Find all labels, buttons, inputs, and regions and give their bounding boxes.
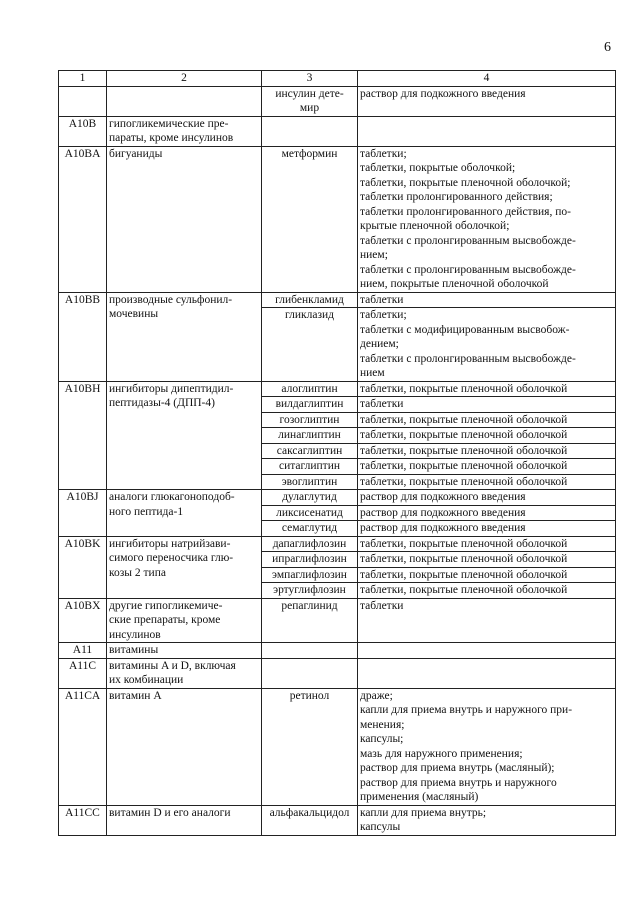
drug-name-cell	[262, 643, 358, 659]
text-line: мазь для наружного применения;	[360, 747, 523, 760]
text-line: капли для приема внутрь и наружного при-	[360, 704, 573, 716]
drug-name-cell	[262, 567, 358, 583]
text-line: дулаглутид	[282, 491, 337, 503]
dosage-form-cell	[358, 381, 616, 397]
text-line: вилдаглиптин	[275, 398, 344, 410]
atc-code-cell: A10BA	[59, 146, 107, 292]
column-header-4: 4	[358, 71, 616, 87]
dosage-form-cell	[358, 805, 616, 835]
text-line: производные сульфонил-	[109, 293, 233, 306]
text-line: таблетки, покрытые оболочкой;	[360, 162, 516, 174]
text-line: гозоглиптин	[279, 413, 340, 426]
text-line: раствор для подкожного введения	[360, 506, 526, 519]
text-line: таблетки;	[360, 147, 407, 160]
dosage-form-cell	[358, 552, 616, 568]
table-row	[59, 536, 616, 552]
text-line: алоглиптин	[281, 382, 338, 395]
text-line: таблетки	[360, 293, 404, 306]
table-row	[59, 381, 616, 397]
atc-code-cell: A10BX	[59, 598, 107, 643]
text-line: таблетки, покрытые пленочной оболочкой	[360, 460, 568, 472]
drug-name-cell	[262, 397, 358, 413]
group-name-cell	[107, 805, 262, 835]
atc-code-cell: A10BK	[59, 536, 107, 598]
text-line: мир	[299, 102, 320, 114]
drug-name-cell	[262, 292, 358, 308]
atc-code-cell: A10BH	[59, 381, 107, 490]
text-line: таблетки пролонгированного действия, по-	[360, 205, 571, 218]
drug-name-cell	[262, 116, 358, 146]
drug-name-cell	[262, 805, 358, 835]
dosage-form-cell	[358, 643, 616, 659]
group-name-cell	[107, 146, 262, 292]
dosage-form-cell	[358, 412, 616, 428]
text-line: эвоглиптин	[281, 475, 338, 488]
text-line: таблетки с модифицированным высвобож-	[360, 323, 570, 336]
text-line: дапаглифлозин	[272, 537, 347, 550]
text-line: витамины	[109, 644, 159, 656]
text-line: ингибиторы натрийзави-	[109, 537, 231, 550]
text-line: таблетки пролонгированного действия;	[360, 191, 553, 203]
text-line: таблетки с пролонгированным высвобожде-	[360, 352, 576, 365]
text-line: симого переносчика глю-	[109, 552, 234, 564]
table-row	[59, 116, 616, 146]
text-line: таблетки с пролонгированным высвобожде-	[360, 234, 576, 247]
drug-name-cell	[262, 505, 358, 521]
text-line: раствор для подкожного введения	[360, 522, 526, 534]
text-line: таблетки с пролонгированным высвобожде-	[360, 263, 576, 276]
text-line: репаглинид	[281, 599, 338, 612]
group-name-cell	[107, 598, 262, 643]
dosage-form-cell	[358, 567, 616, 583]
text-line: крытые пленочной оболочкой;	[360, 220, 510, 232]
text-line: ипраглифлозин	[272, 553, 347, 565]
text-line: бигуаниды	[109, 147, 163, 160]
text-line: инсулинов	[109, 628, 161, 641]
dosage-form-cell	[358, 521, 616, 537]
table-body	[59, 71, 616, 836]
group-name-cell	[107, 536, 262, 598]
drug-name-cell	[262, 658, 358, 688]
drug-list-table	[58, 70, 616, 836]
text-line: нием, покрытые пленочной оболочкой	[360, 278, 549, 290]
dosage-form-cell	[358, 428, 616, 444]
atc-code-cell: A11CC	[59, 805, 107, 835]
text-line: дением;	[360, 338, 399, 350]
text-line: таблетки, покрытые пленочной оболочкой	[360, 429, 568, 441]
text-line: таблетки, покрытые пленочной оболочкой	[360, 475, 568, 488]
dosage-form-cell	[358, 308, 616, 382]
text-line: глибенкламид	[275, 293, 344, 306]
drug-name-cell	[262, 146, 358, 292]
group-name-cell	[107, 658, 262, 688]
column-header-3: 3	[262, 71, 358, 87]
drug-name-cell	[262, 552, 358, 568]
table-row	[59, 688, 616, 805]
text-line: ного пептида-1	[109, 505, 184, 518]
atc-code-cell: A11	[59, 643, 107, 659]
dosage-form-cell	[358, 443, 616, 459]
group-name-cell	[107, 292, 262, 381]
text-line: раствор для подкожного введения	[360, 491, 526, 503]
dosage-form-cell	[358, 397, 616, 413]
table-row	[59, 292, 616, 308]
text-line: инсулин дете-	[275, 87, 344, 100]
text-line: раствор для приема внутрь (масляный);	[360, 762, 555, 774]
drug-name-cell	[262, 598, 358, 643]
text-line: гипогликемические пре-	[109, 117, 229, 130]
table-row	[59, 658, 616, 688]
atc-code-cell: A11CA	[59, 688, 107, 805]
text-line: витамин A	[109, 689, 162, 702]
table-row	[59, 643, 616, 659]
text-line: ингибиторы дипептидил-	[109, 382, 234, 395]
text-line: таблетки;	[360, 309, 407, 321]
text-line: семаглутид	[281, 522, 338, 534]
text-line: таблетки, покрытые пленочной оболочкой	[360, 553, 568, 565]
text-line: гликлазид	[284, 309, 334, 321]
atc-code-cell: A10B	[59, 116, 107, 146]
text-line: пептидазы-4 (ДПП-4)	[109, 397, 215, 409]
table-row	[59, 146, 616, 292]
table-header-row	[59, 71, 616, 87]
dosage-form-cell	[358, 292, 616, 308]
text-line: капсулы;	[360, 733, 404, 745]
group-name-cell	[107, 381, 262, 490]
dosage-form-cell	[358, 474, 616, 490]
text-line: ликсисенатид	[276, 506, 343, 519]
drug-name-cell	[262, 688, 358, 805]
text-line: саксаглиптин	[276, 444, 343, 457]
text-line: нием	[360, 367, 385, 379]
group-name-cell	[107, 643, 262, 659]
text-line: их комбинации	[109, 674, 184, 686]
dosage-form-cell	[358, 583, 616, 599]
text-line: таблетки, покрытые пленочной оболочкой	[360, 413, 568, 426]
text-line: таблетки, покрытые пленочной оболочкой	[360, 382, 568, 395]
dosage-form-cell	[358, 598, 616, 643]
text-line: таблетки, покрытые пленочной оболочкой;	[360, 176, 571, 189]
text-line: ситаглиптин	[278, 460, 341, 472]
text-line: эртуглифлозин	[273, 584, 346, 596]
drug-name-cell	[262, 443, 358, 459]
drug-name-cell	[262, 583, 358, 599]
table-row	[59, 490, 616, 506]
text-line: раствор для подкожного введения	[360, 87, 526, 100]
group-name-cell	[107, 490, 262, 537]
dosage-form-cell	[358, 505, 616, 521]
table-row	[59, 86, 616, 116]
text-line: ретинол	[289, 689, 330, 702]
dosage-form-cell	[358, 86, 616, 116]
text-line: таблетки, покрытые пленочной оболочкой	[360, 537, 568, 550]
text-line: параты, кроме инсулинов	[109, 132, 234, 144]
atc-code-cell: A11C	[59, 658, 107, 688]
text-line: эмпаглифлозин	[272, 568, 347, 581]
dosage-form-cell	[358, 146, 616, 292]
text-line: козы 2 типа	[109, 566, 166, 579]
column-header-2: 2	[107, 71, 262, 87]
atc-code-cell: A10BB	[59, 292, 107, 381]
text-line: альфакальцидол	[269, 806, 350, 819]
text-line: менения;	[360, 718, 405, 731]
column-header-1: 1	[59, 71, 107, 87]
dosage-form-cell	[358, 116, 616, 146]
atc-code-cell: A10BJ	[59, 490, 107, 537]
text-line: аналоги глюкагоноподоб-	[109, 491, 235, 503]
text-line: таблетки, покрытые пленочной оболочкой	[360, 444, 568, 457]
text-line: таблетки	[360, 398, 404, 410]
text-line: ские препараты, кроме	[109, 614, 221, 626]
text-line: раствор для приема внутрь и наружного	[360, 776, 557, 789]
text-line: нием;	[360, 249, 388, 261]
dosage-form-cell	[358, 490, 616, 506]
drug-name-cell	[262, 412, 358, 428]
drug-name-cell	[262, 428, 358, 444]
group-name-cell	[107, 116, 262, 146]
drug-name-cell	[262, 521, 358, 537]
table-row	[59, 805, 616, 835]
group-name-cell	[107, 86, 262, 116]
text-line: мочевины	[109, 308, 159, 320]
atc-code-cell	[59, 86, 107, 116]
text-line: капсулы	[360, 821, 401, 833]
group-name-cell	[107, 688, 262, 805]
text-line: применения (масляный)	[360, 791, 479, 803]
drug-name-cell	[262, 381, 358, 397]
text-line: витамин D и его аналоги	[109, 806, 231, 819]
text-line: драже;	[360, 689, 393, 702]
text-line: таблетки	[360, 599, 404, 612]
table-row	[59, 598, 616, 643]
text-line: капли для приема внутрь;	[360, 806, 487, 819]
text-line: метформин	[281, 147, 338, 160]
page-number: 6	[604, 40, 611, 55]
text-line: таблетки, покрытые пленочной оболочкой	[360, 568, 568, 581]
drug-name-cell	[262, 459, 358, 475]
dosage-form-cell	[358, 536, 616, 552]
drug-name-cell	[262, 490, 358, 506]
dosage-form-cell	[358, 658, 616, 688]
text-line: витамины A и D, включая	[109, 659, 236, 672]
drug-name-cell	[262, 308, 358, 382]
drug-name-cell	[262, 86, 358, 116]
dosage-form-cell	[358, 459, 616, 475]
text-line: таблетки, покрытые пленочной оболочкой	[360, 584, 568, 596]
drug-name-cell	[262, 474, 358, 490]
text-line: линаглиптин	[278, 429, 341, 441]
drug-name-cell	[262, 536, 358, 552]
dosage-form-cell	[358, 688, 616, 805]
text-line: другие гипогликемиче-	[109, 599, 223, 612]
